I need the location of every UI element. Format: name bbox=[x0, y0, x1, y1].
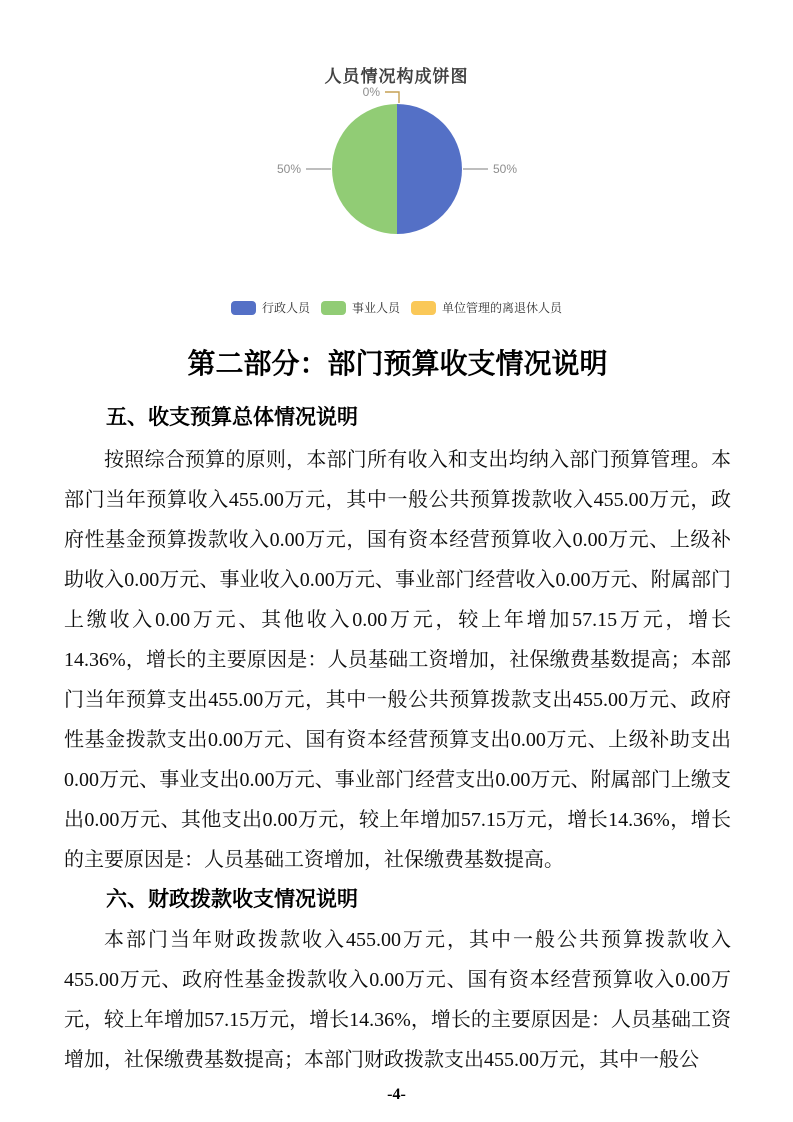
pie-label-line-retired bbox=[385, 92, 399, 103]
legend-item-retired bbox=[411, 299, 562, 316]
pie-label-retired-percent: 0% bbox=[362, 85, 380, 99]
legend-item-administrative bbox=[231, 299, 310, 316]
pie-slice-administrative bbox=[397, 104, 462, 234]
pie-chart-legend bbox=[0, 299, 793, 316]
section-heading-6: 六、财政拨款收支情况说明 bbox=[106, 888, 358, 911]
legend-swatch-administrative bbox=[231, 301, 256, 315]
page-number: -4- bbox=[387, 1086, 406, 1103]
document-body bbox=[64, 340, 731, 1080]
pie-label-administrative-percent: 50% bbox=[493, 162, 518, 176]
section-heading-5: 五、收支预算总体情况说明 bbox=[106, 406, 358, 429]
legend-label-institutional: 事业人员 bbox=[351, 301, 400, 315]
part-title: 第二部分：部门预算收支情况说明 bbox=[187, 348, 608, 379]
section6-paragraph: 本部门当年财政拨款收入455.00万元，其中一般公共预算拨款收入455.00万元、政府性基金拨款收入0.00万元、国有资本经营预算收入0.00万元，较上年增加57.15万元，增长14.36%，增长的主要原因是：人员基础工资增加，社保缴费基数提高；本部门财政拨款支出455.00万元，其中一般公 bbox=[64, 929, 731, 1071]
pie-label-institutional-percent: 50% bbox=[276, 162, 301, 176]
pie-chart-title: 人员情况构成饼图 bbox=[324, 67, 469, 86]
pie-slice-institutional bbox=[332, 104, 397, 234]
legend-label-administrative: 行政人员 bbox=[261, 301, 310, 315]
legend-swatch-retired bbox=[411, 301, 436, 315]
section5-paragraph: 按照综合预算的原则，本部门所有收入和支出均纳入部门预算管理。本部门当年预算收入455.00万元，其中一般公共预算拨款收入455.00万元，政府性基金预算拨款收入0.00万元，国有资本经营预算收入0.00万元、上级补助收入0.00万元、事业收入0.00万元、事业部门经营收入0.00万元、附属部门上缴收入0.00万元、其他收入0.00万元，较上年增加57.15万元，增长14.36%，增长的主要原因是：人员基础工资增加，社保缴费基数提高；本部门当年预算支出455.00万元，其中一般公共预算拨款支出455.00万元、政府性基金拨款支出0.00万元、国有资本经营预算支出0.00万元、上级补助支出0.00万元、事业支出0.00万元、事业部门经营支出0.00万元、附属部门上缴支出0.00万元、其他支出0.00万元，较上年增加57.15万元，增长14.36%，增长的主要原因是：人员基础工资增加，社保缴费基数提高。 bbox=[64, 449, 731, 871]
legend-label-retired: 单位管理的离退休人员 bbox=[442, 301, 563, 315]
legend-swatch-institutional bbox=[321, 301, 346, 315]
legend-item-institutional bbox=[321, 299, 400, 316]
personnel-pie-chart bbox=[0, 0, 793, 295]
